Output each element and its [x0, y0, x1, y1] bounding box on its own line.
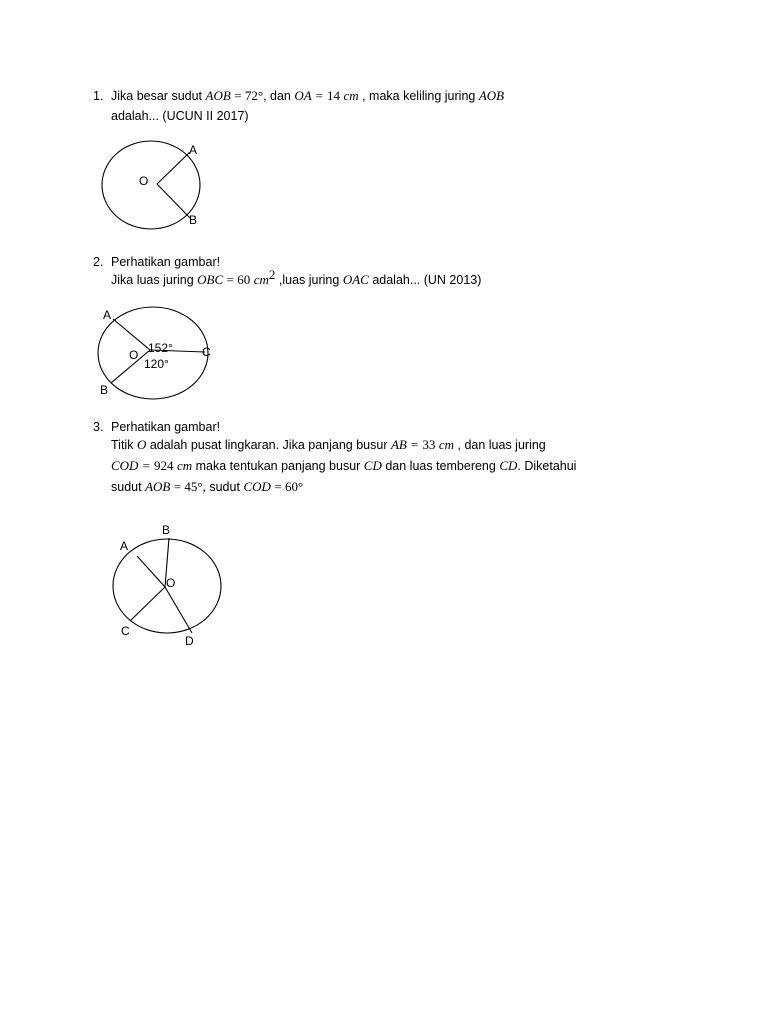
- question-3-line-3: [111, 458, 576, 474]
- label-o: O: [129, 348, 139, 362]
- text: Titik: [111, 438, 134, 452]
- math: = 60: [226, 272, 251, 287]
- question-number: 1.: [93, 89, 104, 103]
- text: ,luas juring: [278, 273, 340, 287]
- question-1-line-1: [111, 88, 504, 104]
- math: CD: [363, 458, 382, 473]
- label-d: D: [185, 634, 194, 648]
- label-c: C: [202, 345, 211, 359]
- angle-label-boc: 120°: [144, 357, 169, 371]
- radius-od: [165, 587, 192, 633]
- question-2-figure: [95, 305, 220, 400]
- radius-oa: [113, 319, 150, 350]
- text: Jika besar sudut: [111, 89, 203, 103]
- label-o: O: [166, 576, 176, 590]
- math: 33: [422, 437, 436, 452]
- math: = 45°,: [173, 479, 206, 494]
- math: cm: [176, 458, 193, 473]
- label-o: O: [139, 174, 149, 188]
- text: sudut: [111, 480, 142, 494]
- text: , maka keliling juring: [362, 89, 476, 103]
- math: AOB: [145, 479, 171, 494]
- text: adalah pusat lingkaran. Jika panjang busur: [149, 438, 388, 452]
- text: Perhatikan gambar!: [111, 255, 221, 269]
- label-b: B: [162, 523, 171, 537]
- angle-label-aoc: 152°: [148, 341, 173, 355]
- text: adalah... (UCUN II 2017): [111, 109, 249, 123]
- math: O: [136, 437, 147, 452]
- text: Jika luas juring: [111, 273, 194, 287]
- question-1-line-2: [111, 108, 249, 124]
- text: maka tentukan panjang busur: [195, 459, 361, 473]
- circle: [102, 141, 200, 229]
- label-b: B: [189, 213, 198, 227]
- label-c: C: [121, 624, 130, 638]
- text: , dan: [263, 89, 291, 103]
- math: cm: [438, 437, 455, 452]
- math-superscript: 2: [268, 266, 276, 282]
- radius-ob: [157, 184, 190, 218]
- text: adalah... (UN 2013): [372, 273, 482, 287]
- text: Perhatikan gambar!: [111, 420, 221, 434]
- question-number: 3.: [93, 420, 104, 434]
- question-3-line-1: [111, 419, 220, 435]
- question-1-figure: [95, 138, 215, 236]
- question-number: 2.: [93, 255, 104, 269]
- math: AOB: [205, 88, 231, 103]
- question-3-line-4: [111, 479, 303, 495]
- math: cm: [343, 88, 359, 103]
- text: dan luas tembereng: [385, 459, 496, 473]
- math: AOB: [478, 88, 505, 103]
- math: OBC: [197, 272, 224, 287]
- math: = 60°: [274, 479, 304, 494]
- math: 924: [153, 458, 174, 473]
- math: CD: [499, 458, 518, 473]
- question-3-line-2: [111, 437, 546, 453]
- math: = 72°: [234, 88, 264, 103]
- math: 14: [326, 88, 340, 103]
- label-a: A: [120, 539, 129, 553]
- text: , dan luas juring: [457, 438, 546, 452]
- question-2-line-2: [111, 266, 482, 288]
- question-2-line-1: [111, 254, 220, 270]
- radius-oc: [130, 587, 165, 621]
- math: AB =: [390, 437, 419, 452]
- radius-oa: [137, 556, 165, 587]
- text: . Diketahui: [517, 459, 577, 473]
- math: cm: [253, 272, 269, 287]
- math: COD: [243, 479, 271, 494]
- math: COD =: [111, 458, 151, 473]
- label-a: A: [189, 143, 198, 157]
- label-a: A: [103, 308, 112, 322]
- math: OAC: [342, 272, 369, 287]
- label-b: B: [100, 383, 109, 397]
- radius-oa: [157, 152, 190, 184]
- math: OA =: [294, 88, 324, 103]
- text: sudut: [209, 480, 240, 494]
- question-3-figure: [105, 520, 230, 646]
